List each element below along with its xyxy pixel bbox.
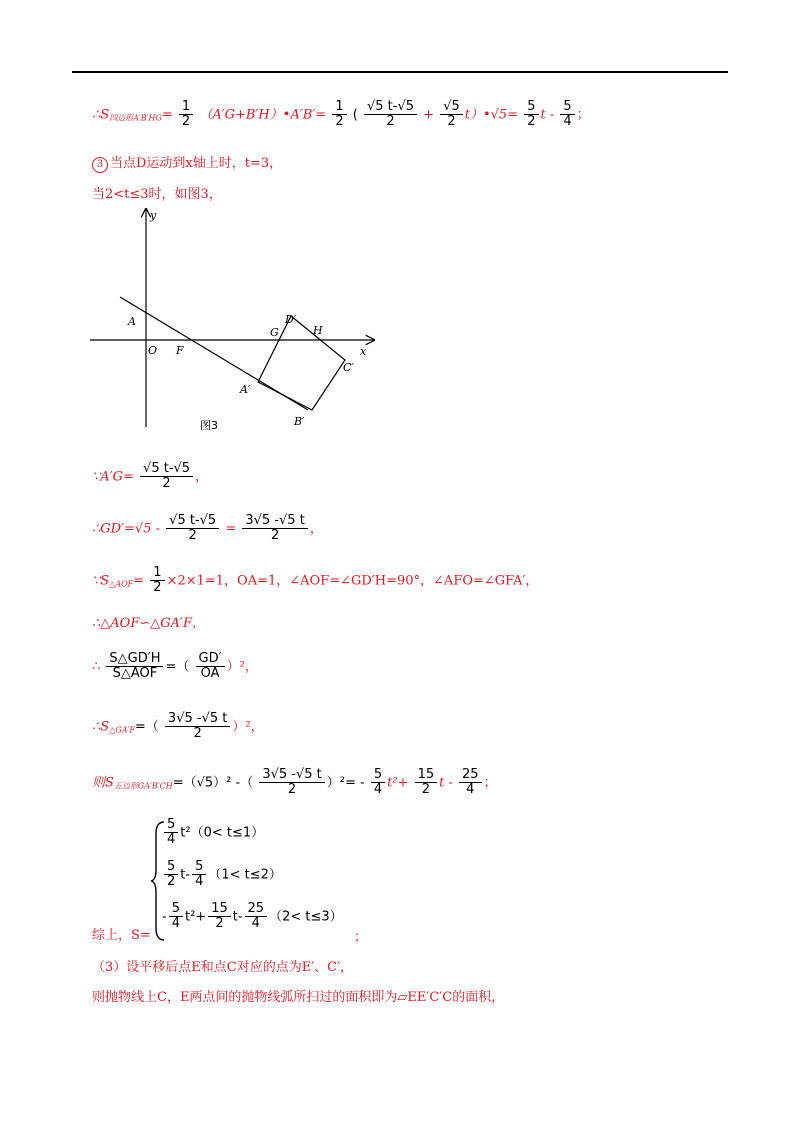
line-gd: [92, 514, 323, 544]
expr-root5-sq: =（√5）² -（: [172, 775, 254, 791]
squared: ）²，: [226, 659, 258, 675]
fraction-25-4-row3: $\frac{25}{4}$: [245, 902, 268, 932]
line-area-quadrilateral: $\therefore S_{四边形A'B'HG}=$ $\frac{1}{2}$ （A′G+B′H）•A′B′= $\frac{1}{2}$ ( $\frac{√5 t-√5}{2}$ + $\frac{√5}{2}$ t）•√5= $\frac{5}{2}$ t - $\frac{5}{4}$ ；: [92, 99, 590, 130]
therefore: ∴: [92, 659, 101, 675]
fraction-root5-over-2: $\frac{√5}{2}$: [440, 100, 463, 130]
fraction-gd-oa: $\frac{GD'}{OA}$: [196, 652, 225, 682]
fraction-pentagon: $\frac{3√5 -√5 t}{2}$: [259, 768, 324, 798]
text-similar: ∴△AOF∽△GA′F，: [92, 616, 205, 631]
subscript-gaf: △GA′F: [109, 725, 135, 735]
summary-end: [354, 926, 367, 945]
semicolon: ；: [354, 930, 368, 945]
piece-text-3c: t-: [232, 909, 243, 925]
eq-sign: =: [161, 107, 173, 123]
line-similar: [92, 612, 205, 631]
subscript-quad: 四边形A′B′HG: [109, 113, 162, 123]
piece-minus: -: [162, 909, 167, 925]
fraction-gd-a: $\frac{√5 t-√5}{2}$: [166, 514, 219, 544]
circled-number: 3: [92, 157, 108, 173]
figure-3: [88, 205, 388, 435]
eq-sign: =: [133, 573, 145, 589]
text-ag: ∵A′G=: [92, 469, 134, 485]
line-pentagon: [92, 768, 497, 798]
line-ratio: [92, 652, 258, 682]
fraction-15-2-row3: $\frac{15}{2}$: [208, 902, 231, 932]
t-minus: t -: [439, 775, 453, 791]
fraction-5-4: $\frac{5}{4}$: [371, 768, 385, 798]
fraction-gd-b: $\frac{3√5 -√5 t}{2}$: [242, 514, 307, 544]
semicolon: ；: [576, 107, 590, 123]
text-s: 则S: [92, 775, 114, 791]
fraction-area-ratio: $\frac{S\triangle GD'H}{\text{S△AOF}}$: [106, 652, 163, 682]
fraction-half-2: $\frac{1}{2}$: [332, 100, 346, 130]
eq-sign: =: [225, 521, 237, 537]
fraction-gaf: $\frac{3√5 -√5 t}{2}$: [165, 712, 230, 742]
line-ag: [92, 462, 208, 492]
line-part-3: [92, 956, 353, 975]
label-f: F: [176, 344, 184, 357]
fraction-half-3: $\frac{1}{2}$: [150, 566, 164, 596]
label-a-prime: A′: [240, 383, 251, 396]
label-d: D′: [285, 313, 297, 326]
therefore-s: ∴S: [92, 107, 110, 123]
label-b-prime: B′: [294, 415, 305, 428]
label-a: A: [128, 315, 136, 328]
subscript-aof: △AOF: [109, 579, 134, 589]
tail-t: t）•√5=: [464, 107, 519, 123]
line-point-d-on-x-axis: [92, 152, 282, 173]
text-gd: ∴GD′=√5 -: [92, 521, 161, 537]
fraction-5-2-row2: $\frac{5}{2}$: [164, 860, 178, 890]
line-case-2-3: [92, 183, 222, 202]
t-squared-plus: t²+: [387, 775, 409, 791]
label-x: x: [360, 345, 367, 358]
piece-row-3: [162, 902, 343, 932]
header-rule: [72, 71, 728, 73]
line-parabola-area: [92, 986, 504, 1005]
text-case: 当2<t≤3时，如图3，: [92, 187, 222, 202]
semicolon: ；: [483, 775, 497, 791]
expr-ag-bh: （A′G+B′H）•A′B′=: [199, 107, 327, 123]
text-summary: 综上，S=: [92, 928, 151, 943]
label-h: H: [313, 324, 323, 337]
piece-row-1: [162, 818, 264, 848]
text-part-3: （3）设平移后点E和点C对应的点为E′、C′，: [92, 960, 354, 975]
plus-sign: +: [423, 107, 435, 123]
fraction-5-4-row3: $\frac{5}{4}$: [169, 902, 183, 932]
t-minus: t -: [540, 107, 555, 123]
eq-paren: =（: [134, 719, 159, 735]
squared: ）²，: [232, 719, 264, 735]
piece-text-2: t-: [180, 867, 191, 883]
eq-minus: ）²= -: [326, 775, 365, 791]
piece-text-2b: （1< t≤2）: [208, 867, 282, 883]
fraction-5-4-row1: $\frac{5}{4}$: [164, 818, 178, 848]
piece-row-2: [162, 860, 282, 890]
label-o: O: [148, 344, 158, 357]
text-s: ∵S: [92, 573, 110, 589]
fraction-half: $\frac{1}{2}$: [179, 100, 193, 130]
text-s: ∴S: [92, 719, 110, 735]
label-c: C′: [343, 361, 354, 374]
text-parabola-area: 则抛物线上C，E两点间的抛物线弧所扫过的面积即为▱EE′C′C的面积，: [92, 990, 505, 1005]
line-area-aof: [92, 566, 538, 596]
fraction-5-over-2: $\frac{5}{2}$: [524, 100, 538, 130]
figure-caption: 图3: [200, 419, 218, 432]
comma: ，: [195, 469, 209, 485]
label-y: y: [150, 209, 157, 222]
fraction-5-over-4: $\frac{5}{4}$: [560, 100, 574, 130]
subscript-pentagon: 五边形GA′B′CH: [113, 781, 173, 791]
text-d-on-axis: 当点D运动到x轴上时，t=3，: [110, 156, 283, 171]
text-angles: ×2×1=1，OA=1，∠AOF=∠GD′H=90°，∠AFO=∠GFA′，: [166, 573, 539, 589]
fraction-ag: $\frac{√5 t-√5}{2}$: [140, 462, 193, 492]
label-g: G: [270, 326, 279, 339]
eq-paren: =（: [165, 659, 190, 675]
piece-text-3d: （2< t≤3）: [269, 909, 343, 925]
fraction-5-4-row2: $\frac{5}{4}$: [192, 860, 206, 890]
comma: ，: [309, 521, 323, 537]
line-area-gaf: [92, 712, 264, 742]
fraction-root5t: $\frac{√5 t-√5}{2}$: [364, 100, 417, 130]
piece-text-3b: t²+: [184, 909, 207, 925]
fraction-15-2: $\frac{15}{2}$: [415, 768, 438, 798]
piece-text-1: t²（0< t≤1）: [180, 825, 265, 841]
fraction-25-4: $\frac{25}{4}$: [459, 768, 482, 798]
line-summary: [92, 924, 151, 943]
